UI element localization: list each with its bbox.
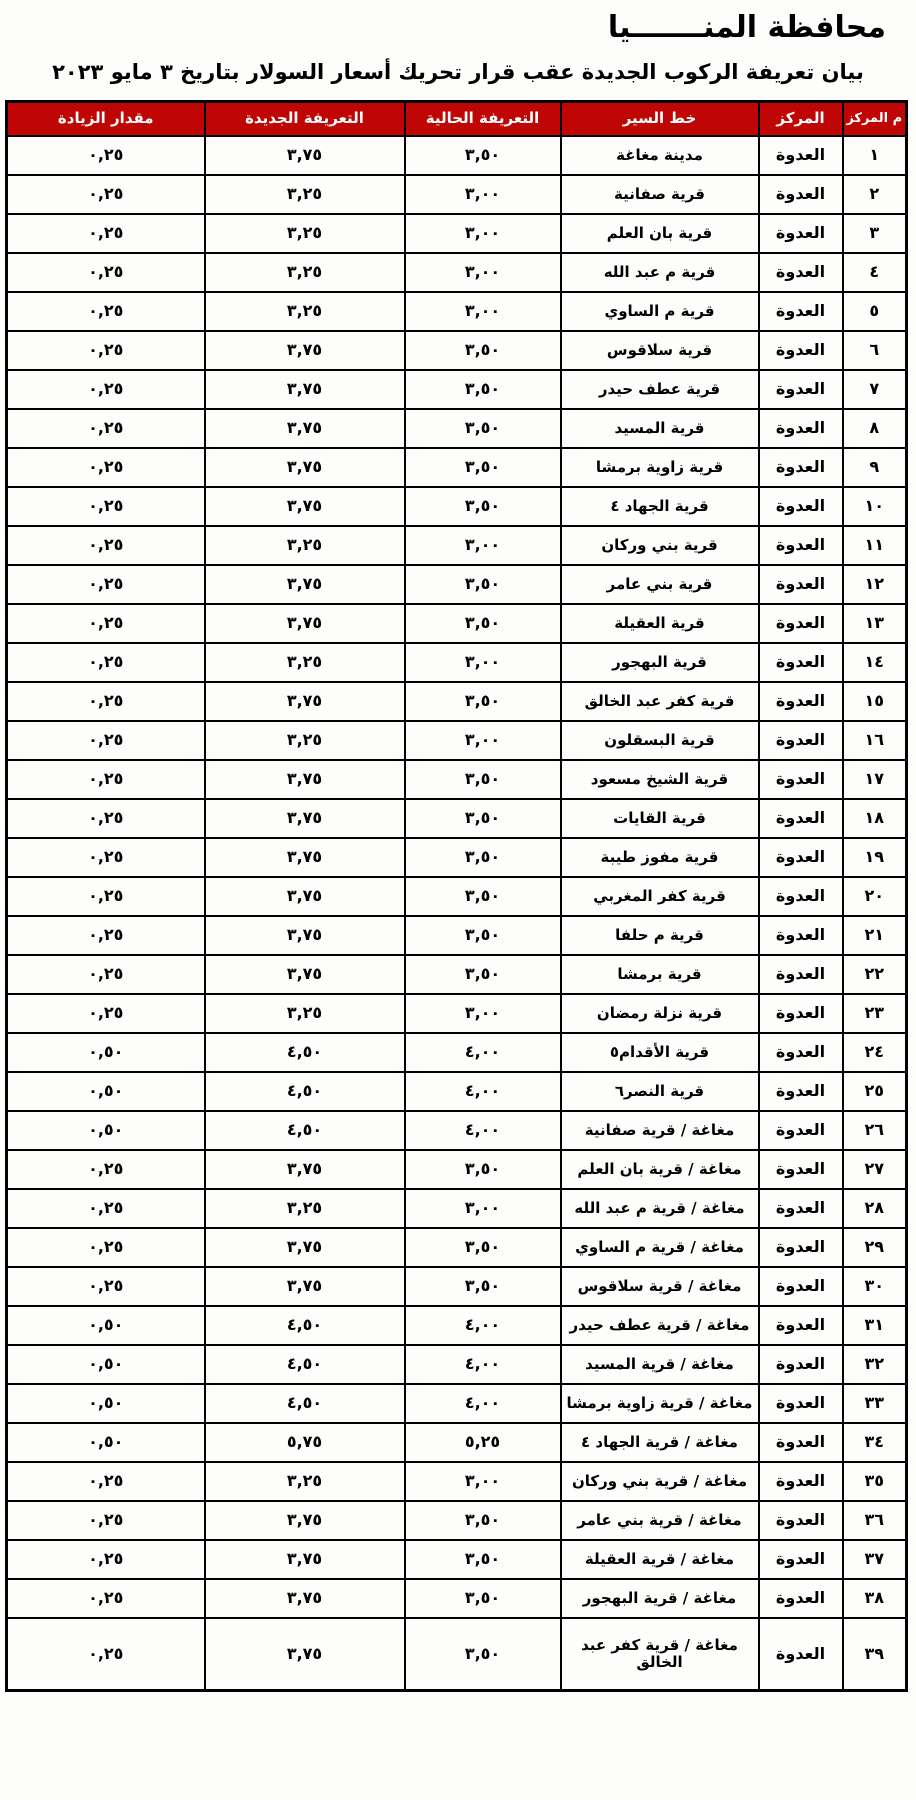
cell-center: العدوة: [759, 1384, 843, 1423]
cell-serial: ١٦: [843, 721, 907, 760]
table-row: [7, 565, 907, 604]
cell-serial: ١٧: [843, 760, 907, 799]
cell-center: العدوة: [759, 1111, 843, 1150]
cell-serial: ٦: [843, 331, 907, 370]
cell-center: العدوة: [759, 487, 843, 526]
cell-new-tariff: ٣,٢٥: [205, 1462, 405, 1501]
cell-route: قرية البسقلون: [561, 721, 759, 760]
cell-route: قرية الأقدام٥: [561, 1033, 759, 1072]
cell-route: قرية م حلفا: [561, 916, 759, 955]
cell-serial: ٢٤: [843, 1033, 907, 1072]
table-row: [7, 760, 907, 799]
cell-current-tariff: ٣,٥٠: [405, 1540, 561, 1579]
table-row: [7, 1306, 907, 1345]
cell-current-tariff: ٤,٠٠: [405, 1111, 561, 1150]
cell-center: العدوة: [759, 682, 843, 721]
cell-center: العدوة: [759, 838, 843, 877]
cell-route: قرية العقيلة: [561, 604, 759, 643]
table-row: [7, 1228, 907, 1267]
cell-increase: ٠,٢٥: [7, 370, 205, 409]
cell-center: العدوة: [759, 955, 843, 994]
cell-increase: ٠,٢٥: [7, 877, 205, 916]
cell-serial: ٣٤: [843, 1423, 907, 1462]
page-title: محافظة المنـــــــيا: [607, 10, 886, 45]
cell-increase: ٠,٢٥: [7, 760, 205, 799]
cell-increase: ٠,٢٥: [7, 1462, 205, 1501]
cell-new-tariff: ٤,٥٠: [205, 1345, 405, 1384]
cell-route: مغاغة / قرية العقيلة: [561, 1540, 759, 1579]
cell-new-tariff: ٣,٧٥: [205, 1540, 405, 1579]
table-row: [7, 292, 907, 331]
cell-route: مغاغة / قرية سلاقوس: [561, 1267, 759, 1306]
cell-route: قرية الشيخ مسعود: [561, 760, 759, 799]
cell-center: العدوة: [759, 916, 843, 955]
table-row: [7, 214, 907, 253]
cell-serial: ٤: [843, 253, 907, 292]
cell-increase: ٠,٢٥: [7, 1579, 205, 1618]
table-row: [7, 1267, 907, 1306]
cell-increase: ٠,٢٥: [7, 916, 205, 955]
table-row: [7, 526, 907, 565]
cell-center: العدوة: [759, 331, 843, 370]
cell-increase: ٠,٢٥: [7, 643, 205, 682]
cell-route: مدينة مغاغة: [561, 136, 759, 175]
cell-route: قرية بني عامر: [561, 565, 759, 604]
table-row: [7, 175, 907, 214]
table-row: [7, 916, 907, 955]
cell-increase: ٠,٥٠: [7, 1033, 205, 1072]
cell-serial: ٣٢: [843, 1345, 907, 1384]
cell-route: قرية م عبد الله: [561, 253, 759, 292]
cell-current-tariff: ٣,٥٠: [405, 1618, 561, 1691]
cell-serial: ١٢: [843, 565, 907, 604]
cell-serial: ١١: [843, 526, 907, 565]
cell-center: العدوة: [759, 1501, 843, 1540]
cell-current-tariff: ٣,٥٠: [405, 136, 561, 175]
cell-current-tariff: ٣,٥٠: [405, 1228, 561, 1267]
table-row: [7, 1618, 907, 1691]
cell-center: العدوة: [759, 175, 843, 214]
cell-route: قرية المسيد: [561, 409, 759, 448]
cell-center: العدوة: [759, 370, 843, 409]
cell-serial: ١٤: [843, 643, 907, 682]
cell-increase: ٠,٢٥: [7, 448, 205, 487]
table-row: [7, 682, 907, 721]
cell-serial: ١٨: [843, 799, 907, 838]
cell-serial: ٣١: [843, 1306, 907, 1345]
cell-new-tariff: ٣,٧٥: [205, 136, 405, 175]
cell-route: مغاغة / قرية عطف حيدر: [561, 1306, 759, 1345]
cell-route: مغاغة / قرية زاوية برمشا: [561, 1384, 759, 1423]
cell-serial: ٢١: [843, 916, 907, 955]
cell-serial: ٣٦: [843, 1501, 907, 1540]
table-row: [7, 1462, 907, 1501]
cell-route: قرية بان العلم: [561, 214, 759, 253]
cell-current-tariff: ٣,٥٠: [405, 838, 561, 877]
cell-increase: ٠,٢٥: [7, 175, 205, 214]
cell-route: قرية النصر٦: [561, 1072, 759, 1111]
cell-serial: ٢٩: [843, 1228, 907, 1267]
table-row: [7, 136, 907, 175]
cell-increase: ٠,٢٥: [7, 292, 205, 331]
cell-route: قرية زاوية برمشا: [561, 448, 759, 487]
cell-serial: ٣٥: [843, 1462, 907, 1501]
cell-new-tariff: ٣,٧٥: [205, 565, 405, 604]
cell-serial: ٣: [843, 214, 907, 253]
cell-new-tariff: ٣,٢٥: [205, 526, 405, 565]
table-row: [7, 643, 907, 682]
cell-current-tariff: ٣,٥٠: [405, 877, 561, 916]
cell-new-tariff: ٣,٧٥: [205, 1579, 405, 1618]
cell-new-tariff: ٣,٢٥: [205, 175, 405, 214]
cell-current-tariff: ٣,٥٠: [405, 1579, 561, 1618]
cell-route: مغاغة / قرية صفانية: [561, 1111, 759, 1150]
cell-route: مغاغة / قرية بان العلم: [561, 1150, 759, 1189]
cell-new-tariff: ٣,٧٥: [205, 682, 405, 721]
cell-increase: ٠,٢٥: [7, 1150, 205, 1189]
cell-serial: ١: [843, 136, 907, 175]
cell-center: العدوة: [759, 1579, 843, 1618]
cell-increase: ٠,٥٠: [7, 1111, 205, 1150]
cell-center: العدوة: [759, 448, 843, 487]
cell-center: العدوة: [759, 760, 843, 799]
table-row: [7, 604, 907, 643]
cell-current-tariff: ٣,٠٠: [405, 175, 561, 214]
cell-center: العدوة: [759, 604, 843, 643]
col-header-serial: م المركز: [843, 102, 907, 137]
cell-increase: ٠,٢٥: [7, 487, 205, 526]
cell-new-tariff: ٣,٢٥: [205, 721, 405, 760]
cell-serial: ٩: [843, 448, 907, 487]
cell-serial: ٢: [843, 175, 907, 214]
cell-new-tariff: ٤,٥٠: [205, 1072, 405, 1111]
cell-route: قرية عطف حيدر: [561, 370, 759, 409]
cell-center: العدوة: [759, 1462, 843, 1501]
table-row: [7, 1033, 907, 1072]
cell-center: العدوة: [759, 1267, 843, 1306]
cell-serial: ١٣: [843, 604, 907, 643]
cell-current-tariff: ٣,٥٠: [405, 799, 561, 838]
table-row: [7, 370, 907, 409]
table-row: [7, 448, 907, 487]
cell-increase: ٠,٥٠: [7, 1384, 205, 1423]
cell-route: مغاغة / قرية م الساوي: [561, 1228, 759, 1267]
cell-increase: ٠,٢٥: [7, 1618, 205, 1691]
cell-new-tariff: ٣,٢٥: [205, 253, 405, 292]
table-body: [7, 136, 907, 1691]
cell-route: مغاغة / قرية البهجور: [561, 1579, 759, 1618]
cell-new-tariff: ٤,٥٠: [205, 1384, 405, 1423]
cell-new-tariff: ٣,٧٥: [205, 409, 405, 448]
cell-current-tariff: ٣,٥٠: [405, 565, 561, 604]
table-row: [7, 1423, 907, 1462]
cell-serial: ٣٠: [843, 1267, 907, 1306]
cell-increase: ٠,٢٥: [7, 838, 205, 877]
cell-center: العدوة: [759, 292, 843, 331]
cell-center: العدوة: [759, 721, 843, 760]
table-row: [7, 1150, 907, 1189]
cell-current-tariff: ٣,٥٠: [405, 1501, 561, 1540]
cell-new-tariff: ٣,٧٥: [205, 604, 405, 643]
cell-route: قرية صفانية: [561, 175, 759, 214]
cell-center: العدوة: [759, 1072, 843, 1111]
cell-new-tariff: ٣,٧٥: [205, 1618, 405, 1691]
cell-serial: ٣٨: [843, 1579, 907, 1618]
cell-new-tariff: ٣,٧٥: [205, 1150, 405, 1189]
cell-current-tariff: ٣,٥٠: [405, 487, 561, 526]
cell-center: العدوة: [759, 1150, 843, 1189]
page-subtitle: بيان تعريفة الركوب الجديدة عقب قرار تحريك أسعار السولار بتاريخ ٣ مايو ٢٠٢٣: [52, 60, 864, 84]
cell-current-tariff: ٣,٠٠: [405, 994, 561, 1033]
cell-increase: ٠,٢٥: [7, 331, 205, 370]
cell-route: قرية برمشا: [561, 955, 759, 994]
cell-center: العدوة: [759, 1540, 843, 1579]
cell-route: قرية مفوز طيبة: [561, 838, 759, 877]
cell-current-tariff: ٣,٥٠: [405, 370, 561, 409]
cell-center: العدوة: [759, 1345, 843, 1384]
table-row: [7, 1111, 907, 1150]
cell-center: العدوة: [759, 1033, 843, 1072]
cell-increase: ٠,٢٥: [7, 721, 205, 760]
cell-serial: ٧: [843, 370, 907, 409]
cell-increase: ٠,٢٥: [7, 955, 205, 994]
table-row: [7, 1072, 907, 1111]
cell-new-tariff: ٤,٥٠: [205, 1111, 405, 1150]
cell-serial: ٨: [843, 409, 907, 448]
cell-new-tariff: ٣,٧٥: [205, 331, 405, 370]
cell-new-tariff: ٣,٢٥: [205, 292, 405, 331]
cell-increase: ٠,٢٥: [7, 1540, 205, 1579]
cell-route: مغاغة / قرية م عبد الله: [561, 1189, 759, 1228]
cell-serial: ١٩: [843, 838, 907, 877]
cell-increase: ٠,٢٥: [7, 1267, 205, 1306]
cell-new-tariff: ٣,٧٥: [205, 487, 405, 526]
cell-serial: ٥: [843, 292, 907, 331]
cell-serial: ٢٧: [843, 1150, 907, 1189]
cell-increase: ٠,٢٥: [7, 565, 205, 604]
cell-new-tariff: ٣,٧٥: [205, 760, 405, 799]
cell-new-tariff: ٣,٧٥: [205, 799, 405, 838]
cell-center: العدوة: [759, 214, 843, 253]
cell-serial: ٢٦: [843, 1111, 907, 1150]
cell-serial: ٢٢: [843, 955, 907, 994]
cell-new-tariff: ٣,٢٥: [205, 994, 405, 1033]
cell-increase: ٠,٢٥: [7, 253, 205, 292]
cell-current-tariff: ٥,٢٥: [405, 1423, 561, 1462]
cell-route: قرية القايات: [561, 799, 759, 838]
cell-increase: ٠,٢٥: [7, 994, 205, 1033]
cell-current-tariff: ٣,٠٠: [405, 643, 561, 682]
cell-new-tariff: ٣,٧٥: [205, 955, 405, 994]
tariff-table: [5, 100, 908, 1692]
cell-new-tariff: ٥,٧٥: [205, 1423, 405, 1462]
cell-new-tariff: ٣,٧٥: [205, 838, 405, 877]
cell-increase: ٠,٢٥: [7, 682, 205, 721]
cell-route: مغاغة / قرية الجهاد ٤: [561, 1423, 759, 1462]
col-header-route: خط السير: [561, 102, 759, 137]
cell-new-tariff: ٣,٧٥: [205, 448, 405, 487]
cell-current-tariff: ٣,٥٠: [405, 760, 561, 799]
cell-current-tariff: ٣,٥٠: [405, 1150, 561, 1189]
table-row: [7, 1501, 907, 1540]
cell-route: قرية كفر المغربي: [561, 877, 759, 916]
cell-increase: ٠,٢٥: [7, 1228, 205, 1267]
cell-center: العدوة: [759, 994, 843, 1033]
col-header-current-tariff: التعريفة الحالية: [405, 102, 561, 137]
cell-current-tariff: ٤,٠٠: [405, 1384, 561, 1423]
cell-new-tariff: ٣,٧٥: [205, 916, 405, 955]
table-row: [7, 253, 907, 292]
cell-increase: ٠,٥٠: [7, 1423, 205, 1462]
table-row: [7, 1384, 907, 1423]
col-header-increase: مقدار الزيادة: [7, 102, 205, 137]
cell-serial: ٣٧: [843, 1540, 907, 1579]
cell-serial: ٢٠: [843, 877, 907, 916]
cell-center: العدوة: [759, 253, 843, 292]
cell-new-tariff: ٣,٢٥: [205, 214, 405, 253]
cell-center: العدوة: [759, 799, 843, 838]
cell-current-tariff: ٣,٠٠: [405, 292, 561, 331]
cell-current-tariff: ٣,٠٠: [405, 253, 561, 292]
cell-new-tariff: ٣,٧٥: [205, 877, 405, 916]
table-row: [7, 487, 907, 526]
cell-increase: ٠,٢٥: [7, 409, 205, 448]
cell-center: العدوة: [759, 565, 843, 604]
table-row: [7, 331, 907, 370]
cell-new-tariff: ٣,٧٥: [205, 1228, 405, 1267]
table-row: [7, 799, 907, 838]
cell-route: مغاغة / قرية بني وركان: [561, 1462, 759, 1501]
cell-current-tariff: ٣,٥٠: [405, 916, 561, 955]
cell-increase: ٠,٥٠: [7, 1345, 205, 1384]
cell-route: قرية الجهاد ٤: [561, 487, 759, 526]
cell-current-tariff: ٣,٥٠: [405, 604, 561, 643]
col-header-new-tariff: التعريفة الجديدة: [205, 102, 405, 137]
cell-route: قرية م الساوي: [561, 292, 759, 331]
table-row: [7, 1345, 907, 1384]
table-row: [7, 1189, 907, 1228]
cell-center: العدوة: [759, 1228, 843, 1267]
cell-current-tariff: ٣,٠٠: [405, 214, 561, 253]
cell-increase: ٠,٢٥: [7, 214, 205, 253]
cell-center: العدوة: [759, 409, 843, 448]
cell-increase: ٠,٥٠: [7, 1072, 205, 1111]
cell-route: مغاغة / قرية المسيد: [561, 1345, 759, 1384]
cell-current-tariff: ٣,٥٠: [405, 448, 561, 487]
cell-new-tariff: ٣,٧٥: [205, 1267, 405, 1306]
cell-current-tariff: ٣,٠٠: [405, 721, 561, 760]
cell-serial: ٢٥: [843, 1072, 907, 1111]
table-row: [7, 1540, 907, 1579]
cell-route: مغاغة / قرية بني عامر: [561, 1501, 759, 1540]
cell-route: قرية نزلة رمضان: [561, 994, 759, 1033]
cell-route: مغاغة / قرية كفر عبد الخالق: [561, 1618, 759, 1691]
cell-current-tariff: ٣,٥٠: [405, 682, 561, 721]
cell-increase: ٠,٢٥: [7, 604, 205, 643]
cell-current-tariff: ٣,٠٠: [405, 1462, 561, 1501]
table-row: [7, 877, 907, 916]
cell-increase: ٠,٢٥: [7, 1189, 205, 1228]
cell-center: العدوة: [759, 136, 843, 175]
cell-serial: ٣٩: [843, 1618, 907, 1691]
cell-current-tariff: ٣,٥٠: [405, 1267, 561, 1306]
cell-current-tariff: ٣,٠٠: [405, 1189, 561, 1228]
cell-increase: ٠,٢٥: [7, 799, 205, 838]
cell-center: العدوة: [759, 643, 843, 682]
cell-increase: ٠,٢٥: [7, 526, 205, 565]
cell-route: قرية كفر عبد الخالق: [561, 682, 759, 721]
cell-new-tariff: ٣,٧٥: [205, 370, 405, 409]
cell-route: قرية سلاقوس: [561, 331, 759, 370]
cell-current-tariff: ٤,٠٠: [405, 1306, 561, 1345]
table-row: [7, 994, 907, 1033]
cell-serial: ٢٣: [843, 994, 907, 1033]
cell-new-tariff: ٤,٥٠: [205, 1306, 405, 1345]
table-row: [7, 409, 907, 448]
table-row: [7, 1579, 907, 1618]
cell-current-tariff: ٤,٠٠: [405, 1072, 561, 1111]
cell-current-tariff: ٣,٥٠: [405, 409, 561, 448]
table-header-row: [7, 102, 907, 137]
cell-center: العدوة: [759, 1618, 843, 1691]
cell-serial: ٣٣: [843, 1384, 907, 1423]
cell-increase: ٠,٥٠: [7, 1306, 205, 1345]
cell-new-tariff: ٤,٥٠: [205, 1033, 405, 1072]
cell-current-tariff: ٣,٥٠: [405, 955, 561, 994]
cell-center: العدوة: [759, 877, 843, 916]
cell-current-tariff: ٤,٠٠: [405, 1033, 561, 1072]
cell-center: العدوة: [759, 526, 843, 565]
cell-current-tariff: ٣,٥٠: [405, 331, 561, 370]
cell-current-tariff: ٤,٠٠: [405, 1345, 561, 1384]
table-row: [7, 721, 907, 760]
cell-center: العدوة: [759, 1189, 843, 1228]
cell-current-tariff: ٣,٠٠: [405, 526, 561, 565]
cell-increase: ٠,٢٥: [7, 1501, 205, 1540]
cell-route: قرية البهجور: [561, 643, 759, 682]
cell-route: قرية بني وركان: [561, 526, 759, 565]
cell-center: العدوة: [759, 1423, 843, 1462]
table-row: [7, 955, 907, 994]
cell-serial: ٢٨: [843, 1189, 907, 1228]
cell-serial: ١٠: [843, 487, 907, 526]
cell-new-tariff: ٣,٢٥: [205, 1189, 405, 1228]
cell-increase: ٠,٢٥: [7, 136, 205, 175]
col-header-center: المركز: [759, 102, 843, 137]
cell-serial: ١٥: [843, 682, 907, 721]
cell-center: العدوة: [759, 1306, 843, 1345]
cell-new-tariff: ٣,٧٥: [205, 1501, 405, 1540]
cell-new-tariff: ٣,٢٥: [205, 643, 405, 682]
table-row: [7, 838, 907, 877]
